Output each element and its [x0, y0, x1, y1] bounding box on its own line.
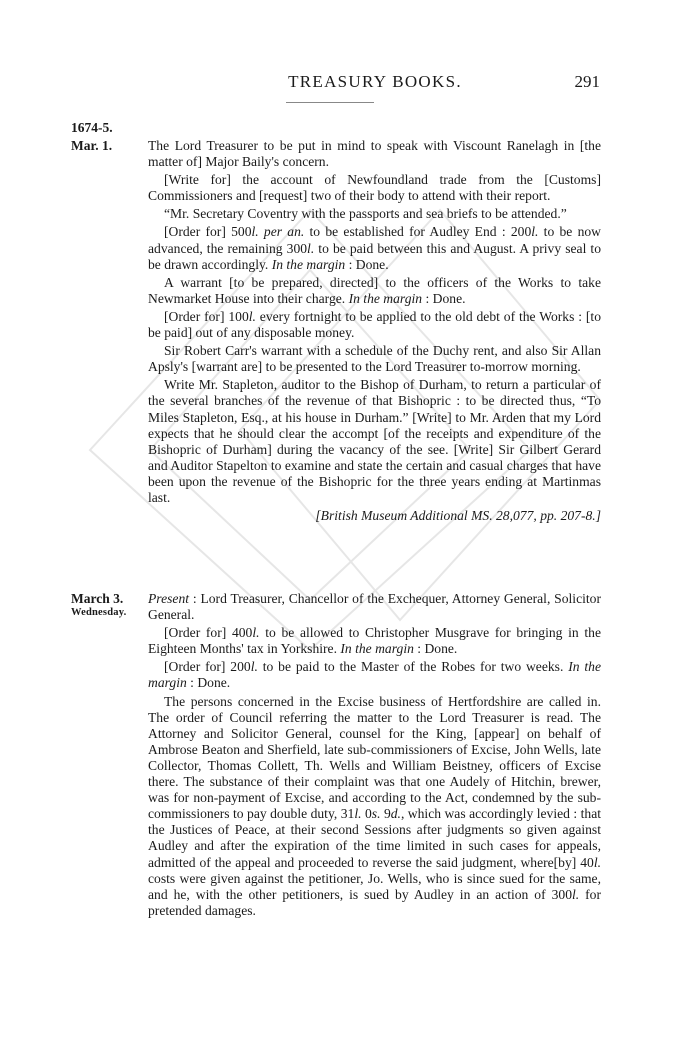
text-run: 9 [380, 806, 391, 822]
entry-march-3 [148, 591, 601, 921]
text-run: [Order for] 500 [164, 224, 252, 240]
text-run: to be now advanced, the remaining 300 [148, 224, 601, 256]
header-rule [286, 102, 374, 103]
italic-run: d. [390, 806, 401, 822]
paragraph [148, 591, 601, 623]
paragraph: Sir Robert Carr's warrant with a schedule of the Duchy rent, and also Sir Allan Apsly's [warrant are] to be presented to the Lord Treasurer to-morrow morning. [148, 343, 601, 375]
italic-run: In the margin [340, 641, 414, 657]
entry-mar-1 [148, 138, 601, 526]
text-run: A warrant [to be prepared, directed] to the officers of the Works to take Newmarket House into their charge. [148, 274, 601, 306]
italic-run: l. [593, 854, 601, 870]
text-run: The persons concerned in the Excise business of Hertfordshire are called in. The order of Council referring the matter to the Lord Treasurer is read. The Attorney and Solicitor General, counsel for the King, [appear] on behalf of Ambrose Beaton and Sherfield, late sub-commissioners of Excise, John Wells, late Collector, Thomas Collett, Th. Wells and William Beistney, officers of Excise there. The substance of their complaint was that one Audely of Hitchin, brewer, was for non-payment of Excise, and according to the Act, condemned by the sub-commissioners to pay double duty, 31 [148, 693, 601, 822]
italic-run: l. per an. [251, 224, 305, 240]
text-run: [Order for] 200 [164, 659, 251, 675]
paragraph [148, 625, 601, 657]
paragraph [148, 309, 601, 341]
paragraph [148, 694, 601, 919]
italic-run: l. [250, 659, 258, 675]
text-run: [Order for] 100 [164, 308, 249, 324]
margin-date-march-3: March 3. [71, 591, 124, 606]
paragraph: Write Mr. Stapleton, auditor to the Bishop of Durham, to return a particular of the several branches of the revenue of that Bishopric : to be directed thus, “To Miles Stapleton, Esq., at his house in Durham.” [Write] to Mr. Arden that my Lord expects that he should clear the accompt [of the receipts and expenditure of the Bishopric of Durham] during the vacancy of the see. [Write] Sir Gilbert Gerard and Auditor Stapelton to examine and state the certain and casual charges that have been upon the revenue of the Bishopric for the three years ending at Martinmas last. [148, 377, 601, 505]
margin-weekday: Wednesday. [71, 607, 127, 618]
italic-run: l. [252, 625, 260, 641]
text-run: to be allowed to Christopher Musgrave for bringing in the Eighteen Months' tax in Yorkshire. [148, 625, 601, 657]
italic-run: l. [354, 806, 362, 822]
text-run: : Done. [422, 290, 466, 306]
italic-run: Present [148, 591, 190, 606]
page-number: 291 [574, 72, 600, 91]
text-run: : Done. [186, 675, 231, 691]
text-run: : Done. [413, 641, 458, 657]
italic-run: In the margin [348, 290, 423, 306]
text-run: [Order for] 400 [164, 625, 253, 641]
margin-date-mar-1: Mar. 1. [71, 138, 113, 153]
text-run: to be established for Audley End : 200 [304, 224, 532, 240]
paragraph: “Mr. Secretary Coventry with the passports and sea briefs to be attended.” [164, 206, 567, 222]
running-header [150, 72, 600, 96]
italic-run: l. [531, 224, 539, 240]
italic-run: In the margin [148, 659, 601, 691]
italic-run: [British Museum Additional MS. 28,077, pp. 207-8.] [315, 508, 601, 524]
italic-run: l. [307, 240, 315, 256]
text-run: every fortnight to be applied to the old debt of the Works : [to be paid] out of any disposable money. [148, 308, 601, 341]
margin-year: 1674-5. [71, 120, 113, 135]
text-run: costs were given against the petitioner, Jo. Wells, who is since sued for the same, and he, with the other petitioners, is sued by Audley in an action of 300 [148, 870, 601, 902]
text-run: to be paid to the Master of the Robes for two weeks. [257, 659, 569, 675]
italic-run: l. [572, 886, 580, 902]
text-run: 0 [361, 806, 372, 822]
text-run: to be paid between this and August. A privy seal to be drawn accordingly. [148, 240, 602, 272]
paragraph [148, 659, 601, 691]
italic-run: In the margin [271, 256, 346, 272]
text-run: : Done. [345, 256, 389, 272]
italic-run: l. [248, 308, 256, 324]
paragraph: [Write for] the account of Newfoundland trade from the [Customs] Commissioners and [request] two of their body to attend with their report. [148, 172, 601, 204]
citation [148, 508, 601, 524]
italic-run: s. [371, 806, 381, 822]
text-run: for pretended damages. [148, 886, 602, 918]
text-run: , which was accordingly levied : that the Justices of Peace, at their second Sessions after judgments so given against Audley and after the expiration of the time limited in such cases for appeals, admitted of the appeal and proceeded to reverse the said judgment, where[by] 40 [148, 806, 601, 870]
paragraph [148, 224, 601, 272]
paragraph [148, 275, 601, 307]
paragraph: The Lord Treasurer to be put in mind to speak with Viscount Ranelagh in [the matter of] Major Baily's concern. [148, 138, 601, 170]
running-title: TREASURY BOOKS. [288, 72, 462, 91]
text-run: : Lord Treasurer, Chancellor of the Exchequer, Attorney General, Solicitor General. [148, 591, 601, 623]
